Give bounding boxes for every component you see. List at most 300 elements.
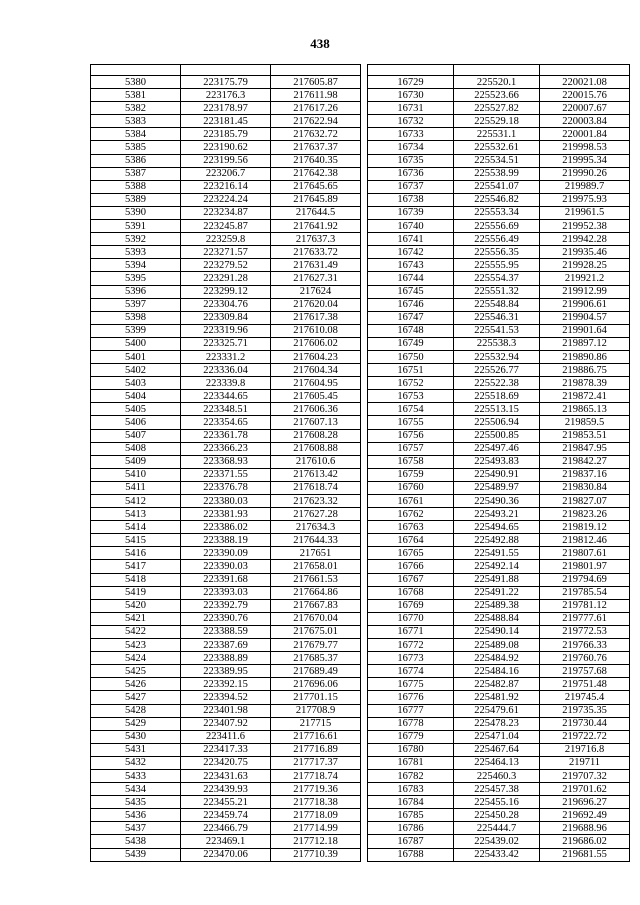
y-coordinate-cell: 217606.36 — [271, 403, 361, 416]
y-coordinate-cell: 217714.99 — [271, 822, 361, 835]
x-coordinate-cell: 223178.97 — [181, 102, 271, 115]
point-number-cell: 5436 — [91, 809, 181, 822]
header-cell — [271, 65, 361, 76]
y-coordinate-cell: 217604.23 — [271, 350, 361, 363]
x-coordinate-cell: 225529.18 — [454, 115, 540, 128]
x-coordinate-cell: 225526.77 — [454, 364, 540, 377]
column-gap — [361, 246, 368, 259]
y-coordinate-cell: 219961.5 — [540, 206, 630, 219]
x-coordinate-cell: 223381.93 — [181, 508, 271, 521]
point-number-cell: 16785 — [368, 809, 454, 822]
y-coordinate-cell: 219692.49 — [540, 809, 630, 822]
point-number-cell: 5406 — [91, 416, 181, 429]
x-coordinate-cell: 225494.65 — [454, 521, 540, 534]
y-coordinate-cell: 219696.27 — [540, 796, 630, 809]
x-coordinate-cell: 225450.28 — [454, 809, 540, 822]
y-coordinate-cell: 217618.74 — [271, 481, 361, 494]
y-coordinate-cell: 219901.64 — [540, 324, 630, 337]
y-coordinate-cell: 219760.76 — [540, 652, 630, 665]
point-number-cell: 5389 — [91, 193, 181, 206]
point-number-cell: 16780 — [368, 743, 454, 756]
x-coordinate-cell: 225491.88 — [454, 573, 540, 586]
table-row — [91, 796, 630, 809]
table-row — [91, 429, 630, 442]
table-row — [91, 154, 630, 167]
y-coordinate-cell: 217712.18 — [271, 835, 361, 848]
point-number-cell: 5387 — [91, 167, 181, 180]
table-row — [91, 128, 630, 141]
column-gap — [361, 547, 368, 560]
column-gap — [361, 298, 368, 311]
point-number-cell: 5409 — [91, 455, 181, 468]
point-number-cell: 5438 — [91, 835, 181, 848]
point-number-cell: 16757 — [368, 442, 454, 455]
x-coordinate-cell: 225541.53 — [454, 324, 540, 337]
x-coordinate-cell: 223354.65 — [181, 416, 271, 429]
x-coordinate-cell: 225491.55 — [454, 547, 540, 560]
table-row — [91, 534, 630, 547]
point-number-cell: 16765 — [368, 547, 454, 560]
x-coordinate-cell: 225520.1 — [454, 76, 540, 89]
table-row — [91, 508, 630, 521]
column-gap — [361, 272, 368, 285]
point-number-cell: 16774 — [368, 665, 454, 678]
point-number-cell: 5412 — [91, 495, 181, 508]
x-coordinate-cell: 225551.32 — [454, 285, 540, 298]
y-coordinate-cell: 217604.34 — [271, 364, 361, 377]
column-gap — [361, 233, 368, 246]
y-coordinate-cell: 219865.13 — [540, 403, 630, 416]
column-gap — [361, 704, 368, 717]
x-coordinate-cell: 223391.68 — [181, 573, 271, 586]
table-row — [91, 560, 630, 573]
table-row — [91, 769, 630, 782]
table-row — [91, 246, 630, 259]
point-number-cell: 16730 — [368, 89, 454, 102]
column-gap — [361, 835, 368, 848]
column-gap — [361, 259, 368, 272]
x-coordinate-cell: 223390.09 — [181, 547, 271, 560]
x-coordinate-cell: 223259.8 — [181, 233, 271, 246]
column-gap — [361, 350, 368, 363]
point-number-cell: 16787 — [368, 835, 454, 848]
y-coordinate-cell: 217696.06 — [271, 678, 361, 691]
point-number-cell: 16770 — [368, 612, 454, 625]
y-coordinate-cell: 219716.8 — [540, 743, 630, 756]
y-coordinate-cell: 219942.28 — [540, 233, 630, 246]
column-gap — [361, 141, 368, 154]
point-number-cell: 5432 — [91, 756, 181, 769]
table-row — [91, 193, 630, 206]
y-coordinate-cell: 217613.42 — [271, 468, 361, 481]
point-number-cell: 5385 — [91, 141, 181, 154]
x-coordinate-cell: 225490.14 — [454, 625, 540, 638]
point-number-cell: 5410 — [91, 468, 181, 481]
x-coordinate-cell: 225546.82 — [454, 193, 540, 206]
y-coordinate-cell: 219890.86 — [540, 350, 630, 363]
x-coordinate-cell: 225541.07 — [454, 180, 540, 193]
point-number-cell: 16749 — [368, 337, 454, 350]
y-coordinate-cell: 219745.4 — [540, 691, 630, 704]
table-row — [91, 403, 630, 416]
table-row — [91, 364, 630, 377]
table-row — [91, 311, 630, 324]
x-coordinate-cell: 225439.02 — [454, 835, 540, 848]
point-number-cell: 16779 — [368, 730, 454, 743]
y-coordinate-cell: 219772.53 — [540, 625, 630, 638]
y-coordinate-cell: 219781.12 — [540, 599, 630, 612]
y-coordinate-cell: 217608.88 — [271, 442, 361, 455]
y-coordinate-cell: 217605.45 — [271, 390, 361, 403]
table-row — [91, 612, 630, 625]
table-row — [91, 743, 630, 756]
point-number-cell: 5420 — [91, 599, 181, 612]
point-number-cell: 16761 — [368, 495, 454, 508]
x-coordinate-cell: 225534.51 — [454, 154, 540, 167]
x-coordinate-cell: 223319.96 — [181, 324, 271, 337]
point-number-cell: 5393 — [91, 246, 181, 259]
column-gap — [361, 730, 368, 743]
table-row — [91, 678, 630, 691]
column-gap — [361, 364, 368, 377]
x-coordinate-cell: 225460.3 — [454, 769, 540, 782]
point-number-cell: 5405 — [91, 403, 181, 416]
x-coordinate-cell: 225489.38 — [454, 599, 540, 612]
y-coordinate-cell: 219801.97 — [540, 560, 630, 573]
y-coordinate-cell: 217617.26 — [271, 102, 361, 115]
x-coordinate-cell: 223181.45 — [181, 115, 271, 128]
x-coordinate-cell: 223411.6 — [181, 730, 271, 743]
point-number-cell: 16739 — [368, 206, 454, 219]
x-coordinate-cell: 223407.92 — [181, 717, 271, 730]
point-number-cell: 16732 — [368, 115, 454, 128]
point-number-cell: 5418 — [91, 573, 181, 586]
table-row — [91, 416, 630, 429]
point-number-cell: 5396 — [91, 285, 181, 298]
y-coordinate-cell: 217607.13 — [271, 416, 361, 429]
column-gap — [361, 285, 368, 298]
point-number-cell: 5419 — [91, 586, 181, 599]
y-coordinate-cell: 219766.33 — [540, 639, 630, 652]
x-coordinate-cell: 225471.04 — [454, 730, 540, 743]
y-coordinate-cell: 219827.07 — [540, 495, 630, 508]
x-coordinate-cell: 225444.7 — [454, 822, 540, 835]
y-coordinate-cell: 219681.55 — [540, 848, 630, 861]
y-coordinate-cell: 219711 — [540, 756, 630, 769]
column-gap — [361, 102, 368, 115]
table-row — [91, 102, 630, 115]
point-number-cell: 5439 — [91, 848, 181, 861]
point-number-cell: 16733 — [368, 128, 454, 141]
point-number-cell: 5395 — [91, 272, 181, 285]
x-coordinate-cell: 223390.03 — [181, 560, 271, 573]
column-gap — [361, 822, 368, 835]
column-gap — [361, 324, 368, 337]
x-coordinate-cell: 223325.71 — [181, 337, 271, 350]
x-coordinate-cell: 223176.3 — [181, 89, 271, 102]
x-coordinate-cell: 223206.7 — [181, 167, 271, 180]
y-coordinate-cell: 217637.3 — [271, 233, 361, 246]
table-row — [91, 298, 630, 311]
point-number-cell: 16768 — [368, 586, 454, 599]
point-number-cell: 5415 — [91, 534, 181, 547]
y-coordinate-cell: 217664.86 — [271, 586, 361, 599]
point-number-cell: 5417 — [91, 560, 181, 573]
point-number-cell: 16784 — [368, 796, 454, 809]
header-cell — [540, 65, 630, 76]
y-coordinate-cell: 219906.61 — [540, 298, 630, 311]
point-number-cell: 16754 — [368, 403, 454, 416]
column-gap — [361, 180, 368, 193]
y-coordinate-cell: 219823.26 — [540, 508, 630, 521]
point-number-cell: 5401 — [91, 350, 181, 363]
page-number: 438 — [310, 36, 330, 51]
point-number-cell: 5437 — [91, 822, 181, 835]
column-gap — [361, 743, 368, 756]
x-coordinate-cell: 223344.65 — [181, 390, 271, 403]
point-number-cell: 5414 — [91, 521, 181, 534]
y-coordinate-cell: 217710.39 — [271, 848, 361, 861]
point-number-cell: 16771 — [368, 625, 454, 638]
point-number-cell: 16735 — [368, 154, 454, 167]
x-coordinate-cell: 225492.14 — [454, 560, 540, 573]
x-coordinate-cell: 223348.51 — [181, 403, 271, 416]
column-gap — [361, 612, 368, 625]
x-coordinate-cell: 223459.74 — [181, 809, 271, 822]
column-gap — [361, 625, 368, 638]
x-coordinate-cell: 225553.34 — [454, 206, 540, 219]
x-coordinate-cell: 225482.87 — [454, 678, 540, 691]
x-coordinate-cell: 225522.38 — [454, 377, 540, 390]
y-coordinate-cell: 219995.34 — [540, 154, 630, 167]
point-number-cell: 16738 — [368, 193, 454, 206]
x-coordinate-cell: 225523.66 — [454, 89, 540, 102]
point-number-cell: 16788 — [368, 848, 454, 861]
y-coordinate-cell: 217632.72 — [271, 128, 361, 141]
y-coordinate-cell: 217718.74 — [271, 769, 361, 782]
table-row — [91, 455, 630, 468]
y-coordinate-cell: 219688.96 — [540, 822, 630, 835]
y-coordinate-cell: 217645.65 — [271, 180, 361, 193]
table-row — [91, 272, 630, 285]
point-number-cell: 16755 — [368, 416, 454, 429]
table-row — [91, 521, 630, 534]
y-coordinate-cell: 219952.38 — [540, 220, 630, 233]
column-gap — [361, 128, 368, 141]
x-coordinate-cell: 225490.91 — [454, 468, 540, 481]
x-coordinate-cell: 225479.61 — [454, 704, 540, 717]
table-row — [91, 167, 630, 180]
table-row — [91, 822, 630, 835]
column-gap — [361, 639, 368, 652]
y-coordinate-cell: 217623.32 — [271, 495, 361, 508]
column-gap — [361, 416, 368, 429]
y-coordinate-cell: 220001.84 — [540, 128, 630, 141]
x-coordinate-cell: 225455.16 — [454, 796, 540, 809]
x-coordinate-cell: 225548.84 — [454, 298, 540, 311]
point-number-cell: 16740 — [368, 220, 454, 233]
column-gap — [361, 769, 368, 782]
point-number-cell: 16758 — [368, 455, 454, 468]
point-number-cell: 5431 — [91, 743, 181, 756]
table-row — [91, 442, 630, 455]
x-coordinate-cell: 223234.87 — [181, 206, 271, 219]
x-coordinate-cell: 223392.79 — [181, 599, 271, 612]
x-coordinate-cell: 223175.79 — [181, 76, 271, 89]
y-coordinate-cell: 219757.68 — [540, 665, 630, 678]
y-coordinate-cell: 219837.16 — [540, 468, 630, 481]
y-coordinate-cell: 217716.61 — [271, 730, 361, 743]
column-gap — [361, 652, 368, 665]
y-coordinate-cell: 219686.02 — [540, 835, 630, 848]
column-gap — [361, 756, 368, 769]
x-coordinate-cell: 225488.84 — [454, 612, 540, 625]
x-coordinate-cell: 223339.8 — [181, 377, 271, 390]
table-row — [91, 783, 630, 796]
x-coordinate-cell: 223401.98 — [181, 704, 271, 717]
x-coordinate-cell: 225527.82 — [454, 102, 540, 115]
x-coordinate-cell: 223245.87 — [181, 220, 271, 233]
x-coordinate-cell: 223331.2 — [181, 350, 271, 363]
table-row — [91, 337, 630, 350]
point-number-cell: 16786 — [368, 822, 454, 835]
y-coordinate-cell: 217644.5 — [271, 206, 361, 219]
point-number-cell: 16778 — [368, 717, 454, 730]
table-row — [91, 89, 630, 102]
y-coordinate-cell: 220003.84 — [540, 115, 630, 128]
y-coordinate-cell: 217610.6 — [271, 455, 361, 468]
y-coordinate-cell: 220015.76 — [540, 89, 630, 102]
table-row — [91, 704, 630, 717]
table-row — [91, 652, 630, 665]
point-number-cell: 16748 — [368, 324, 454, 337]
y-coordinate-cell: 220007.67 — [540, 102, 630, 115]
point-number-cell: 5407 — [91, 429, 181, 442]
column-gap — [361, 481, 368, 494]
x-coordinate-cell: 225484.92 — [454, 652, 540, 665]
y-coordinate-cell: 217670.04 — [271, 612, 361, 625]
x-coordinate-cell: 223386.02 — [181, 521, 271, 534]
table-row — [91, 625, 630, 638]
table-row — [91, 76, 630, 89]
y-coordinate-cell: 219842.27 — [540, 455, 630, 468]
point-number-cell: 16741 — [368, 233, 454, 246]
point-number-cell: 16737 — [368, 180, 454, 193]
y-coordinate-cell: 219819.12 — [540, 521, 630, 534]
y-coordinate-cell: 217610.08 — [271, 324, 361, 337]
point-number-cell: 5380 — [91, 76, 181, 89]
column-gap — [361, 809, 368, 822]
y-coordinate-cell: 219912.99 — [540, 285, 630, 298]
x-coordinate-cell: 223216.14 — [181, 180, 271, 193]
y-coordinate-cell: 219812.46 — [540, 534, 630, 547]
table-row — [91, 377, 630, 390]
column-gap — [361, 76, 368, 89]
table-row — [91, 835, 630, 848]
x-coordinate-cell: 225433.42 — [454, 848, 540, 861]
y-coordinate-cell: 217651 — [271, 547, 361, 560]
column-gap — [361, 65, 368, 76]
x-coordinate-cell: 225538.99 — [454, 167, 540, 180]
y-coordinate-cell: 217718.09 — [271, 809, 361, 822]
y-coordinate-cell: 219847.95 — [540, 442, 630, 455]
point-number-cell: 16772 — [368, 639, 454, 652]
point-number-cell: 5424 — [91, 652, 181, 665]
table-header-row — [91, 65, 630, 76]
y-coordinate-cell: 217667.83 — [271, 599, 361, 612]
table-row — [91, 691, 630, 704]
table-row — [91, 756, 630, 769]
table-row — [91, 220, 630, 233]
x-coordinate-cell: 223390.76 — [181, 612, 271, 625]
y-coordinate-cell: 217708.9 — [271, 704, 361, 717]
y-coordinate-cell: 219707.32 — [540, 769, 630, 782]
column-gap — [361, 455, 368, 468]
table-row — [91, 586, 630, 599]
y-coordinate-cell: 219722.72 — [540, 730, 630, 743]
x-coordinate-cell: 225493.21 — [454, 508, 540, 521]
table-row — [91, 573, 630, 586]
column-gap — [361, 377, 368, 390]
y-coordinate-cell: 219777.61 — [540, 612, 630, 625]
x-coordinate-cell: 223380.03 — [181, 495, 271, 508]
table-row — [91, 180, 630, 193]
column-gap — [361, 442, 368, 455]
x-coordinate-cell: 223420.75 — [181, 756, 271, 769]
point-number-cell: 16756 — [368, 429, 454, 442]
table-row — [91, 717, 630, 730]
x-coordinate-cell: 223469.1 — [181, 835, 271, 848]
point-number-cell: 5394 — [91, 259, 181, 272]
x-coordinate-cell: 225556.49 — [454, 233, 540, 246]
table-row — [91, 848, 630, 861]
header-cell — [91, 65, 181, 76]
point-number-cell: 5381 — [91, 89, 181, 102]
column-gap — [361, 115, 368, 128]
point-number-cell: 16734 — [368, 141, 454, 154]
x-coordinate-cell: 223190.62 — [181, 141, 271, 154]
y-coordinate-cell: 217689.49 — [271, 665, 361, 678]
x-coordinate-cell: 225484.16 — [454, 665, 540, 678]
y-coordinate-cell: 217622.94 — [271, 115, 361, 128]
x-coordinate-cell: 223431.63 — [181, 769, 271, 782]
column-gap — [361, 848, 368, 861]
x-coordinate-cell: 223309.84 — [181, 311, 271, 324]
x-coordinate-cell: 225532.94 — [454, 350, 540, 363]
y-coordinate-cell: 219921.2 — [540, 272, 630, 285]
y-coordinate-cell: 217644.33 — [271, 534, 361, 547]
x-coordinate-cell: 223336.04 — [181, 364, 271, 377]
x-coordinate-cell: 223299.12 — [181, 285, 271, 298]
y-coordinate-cell: 217641.92 — [271, 220, 361, 233]
y-coordinate-cell: 217605.87 — [271, 76, 361, 89]
point-number-cell: 5386 — [91, 154, 181, 167]
point-number-cell: 5404 — [91, 390, 181, 403]
x-coordinate-cell: 223455.21 — [181, 796, 271, 809]
x-coordinate-cell: 225532.61 — [454, 141, 540, 154]
column-gap — [361, 193, 368, 206]
column-gap — [361, 521, 368, 534]
point-number-cell: 5422 — [91, 625, 181, 638]
y-coordinate-cell: 217701.15 — [271, 691, 361, 704]
x-coordinate-cell: 225538.3 — [454, 337, 540, 350]
point-number-cell: 5435 — [91, 796, 181, 809]
column-gap — [361, 796, 368, 809]
x-coordinate-cell: 225491.22 — [454, 586, 540, 599]
y-coordinate-cell: 219794.69 — [540, 573, 630, 586]
point-number-cell: 5382 — [91, 102, 181, 115]
point-number-cell: 16752 — [368, 377, 454, 390]
